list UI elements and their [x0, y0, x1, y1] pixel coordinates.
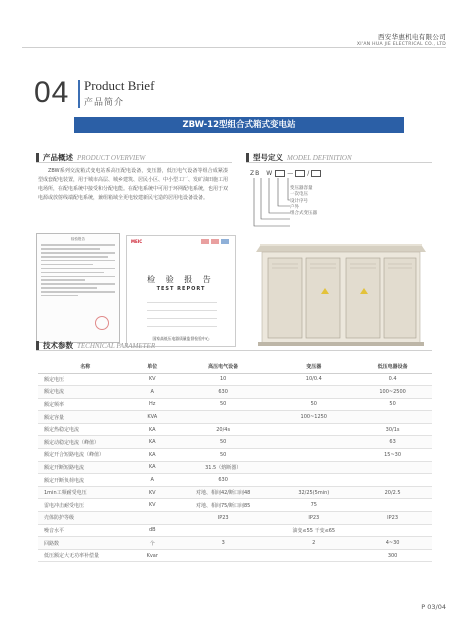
table-header-cell: 单位	[133, 360, 172, 373]
table-header-cell: 低压电器设备	[353, 360, 432, 373]
certification-marks	[201, 239, 229, 244]
param-value-cell: 4~30	[353, 537, 432, 550]
table-row	[38, 499, 432, 512]
model-code-box	[275, 170, 285, 177]
param-value-cell: 50	[172, 436, 274, 449]
heading-bar	[246, 153, 249, 162]
param-value-cell: 油变≤55 干变≤65	[274, 524, 353, 537]
model-label: 设计序号	[290, 198, 308, 204]
param-value-cell: 10	[172, 373, 274, 386]
overview-title-cn: 产品概述	[43, 153, 73, 162]
text-line	[41, 291, 115, 293]
param-value-cell: 20/4s	[172, 423, 274, 436]
param-name-cell: 壳体防护等级	[38, 512, 133, 525]
param-value-cell	[274, 461, 353, 474]
param-name-cell: 回路数	[38, 537, 133, 550]
model-title-en: MODEL DEFINITION	[287, 153, 352, 162]
param-name-cell: 额定热稳定电流	[38, 423, 133, 436]
table-row	[38, 461, 432, 474]
param-value-cell: KV	[133, 499, 172, 512]
report-logo: MEIC	[131, 239, 143, 244]
report-title-cn: 检 验 报 告	[147, 275, 215, 284]
param-value-cell: dB	[133, 524, 172, 537]
text-line	[41, 295, 78, 297]
param-value-cell	[353, 524, 432, 537]
param-name-cell: 低压额定大无功率补偿量	[38, 549, 133, 562]
text-line	[41, 248, 100, 250]
text-line	[41, 260, 115, 262]
param-value-cell	[274, 449, 353, 462]
table-row	[38, 524, 432, 537]
section-title-en: Product Brief	[84, 78, 155, 93]
param-value-cell: 50	[274, 398, 353, 411]
params-rule	[36, 350, 432, 351]
param-value-cell: KV	[133, 486, 172, 499]
table-row	[38, 436, 432, 449]
params-title-en: TECHNICAL PARAMETER	[77, 341, 156, 350]
params-title-cn: 技术参数	[43, 341, 73, 350]
param-value-cell: A	[133, 474, 172, 487]
param-name-cell: 额定频率	[38, 398, 133, 411]
table-row	[38, 549, 432, 562]
table-header-cell: 名称	[38, 360, 133, 373]
text-line	[41, 252, 115, 254]
report-title-en: TEST REPORT	[156, 286, 206, 292]
table-row	[38, 398, 432, 411]
table-row	[38, 474, 432, 487]
page-number: P 03/04	[421, 603, 446, 611]
table-row	[38, 411, 432, 424]
param-value-cell	[172, 411, 274, 424]
cma-mark-icon	[201, 239, 209, 244]
param-value-cell: KA	[133, 461, 172, 474]
param-value-cell: 50	[172, 449, 274, 462]
param-value-cell: 75	[274, 499, 353, 512]
model-code-box	[311, 170, 321, 177]
param-value-cell: KV	[133, 373, 172, 386]
heading-bar	[36, 153, 39, 162]
param-value-cell: Hz	[133, 398, 172, 411]
param-value-cell	[133, 512, 172, 525]
section-title-cn: 产品简介	[84, 98, 125, 108]
param-name-cell: 额定开断短路电流	[38, 461, 133, 474]
product-banner: ZBW-12型组合式箱式变电站	[74, 117, 404, 133]
param-value-cell	[353, 411, 432, 424]
param-value-cell: 10/0.4	[274, 373, 353, 386]
model-label: 一次电压	[290, 192, 308, 198]
table-row	[38, 449, 432, 462]
text-line	[41, 264, 93, 266]
test-report-image	[126, 235, 236, 347]
param-value-cell: 2	[274, 537, 353, 550]
table-row	[38, 537, 432, 550]
param-value-cell: 630	[172, 474, 274, 487]
text-line	[41, 276, 115, 278]
report-footer: 国家高低压电器质量监督检验中心	[152, 336, 210, 341]
param-value-cell: 对地、相间75/断口间85	[172, 499, 274, 512]
model-title-cn: 型号定义	[253, 153, 283, 162]
model-code	[250, 170, 322, 177]
param-name-cell: 额定容量	[38, 411, 133, 424]
table-row	[38, 486, 432, 499]
model-code-w: W	[266, 170, 273, 177]
param-value-cell	[353, 474, 432, 487]
param-value-cell	[353, 461, 432, 474]
param-value-cell: 300	[353, 549, 432, 562]
param-value-cell: 15~30	[353, 449, 432, 462]
model-label: 变压器容量	[290, 186, 313, 191]
model-labels	[290, 186, 317, 217]
param-name-cell: 额定电流	[38, 386, 133, 399]
cal-mark-icon	[211, 239, 219, 244]
param-value-cell	[172, 549, 274, 562]
text-line	[41, 272, 104, 274]
param-value-cell: 100~1250	[274, 411, 353, 424]
certificate-heading: 检验报告	[71, 237, 85, 241]
table-row	[38, 373, 432, 386]
model-code-box	[295, 170, 305, 177]
text-line	[41, 244, 115, 246]
param-value-cell	[274, 474, 353, 487]
overview-rule	[36, 162, 232, 163]
param-value-cell: A	[133, 386, 172, 399]
cnas-mark-icon	[221, 239, 229, 244]
model-rule	[246, 162, 432, 163]
text-line	[41, 256, 108, 258]
model-code-dash: —	[287, 170, 294, 177]
param-name-cell: 额定电压	[38, 373, 133, 386]
param-value-cell: 63	[353, 436, 432, 449]
param-name-cell: 额定动稳定电流（峰值）	[38, 436, 133, 449]
param-value-cell	[172, 524, 274, 537]
param-value-cell: KA	[133, 436, 172, 449]
param-name-cell: 额定开断负荷电流	[38, 474, 133, 487]
model-code-z: Z	[250, 170, 255, 177]
text-line	[41, 279, 85, 281]
heading-bar	[36, 341, 39, 350]
report-field-line	[147, 310, 217, 311]
company-header	[357, 32, 446, 47]
report-field-line	[147, 302, 217, 303]
header-divider	[22, 47, 446, 48]
stamp-seal	[95, 316, 109, 330]
param-value-cell: 50	[353, 398, 432, 411]
report-field-line	[147, 326, 217, 327]
model-code-b: B	[255, 170, 260, 177]
company-name-cn: 西安华惠机电有限公司	[378, 33, 446, 41]
param-value-cell: KA	[133, 449, 172, 462]
param-value-cell: 32/25(5min)	[274, 486, 353, 499]
report-field-line	[147, 318, 217, 319]
section-title-divider	[78, 80, 80, 108]
overview-text: ZBW系列交流箱式变电站系高压配电设备，变压器，低压电气设备等组合成紧凑型成套配电装置，用于城市高层、城乡建筑、居民小区、中小型工厂、发矿油田施工用电场所，在配电系统中接受和分配电能。在配电系统中可用于环网配电系统，也用于双电源或放射线端配电系统，兼组箱域全更电较建新民宅造的居用电设备设备。	[38, 168, 229, 201]
param-value-cell: IP23	[274, 512, 353, 525]
substation-product-image	[246, 238, 432, 350]
param-value-cell	[274, 386, 353, 399]
param-value-cell: 0.4	[353, 373, 432, 386]
param-value-cell: 50	[172, 398, 274, 411]
param-value-cell: IP23	[172, 512, 274, 525]
params-table	[38, 360, 432, 562]
model-label: 组合式变压器	[290, 211, 317, 217]
model-label: 户外	[290, 204, 299, 210]
param-value-cell: 100~2500	[353, 386, 432, 399]
param-value-cell	[274, 549, 353, 562]
param-value-cell: 31.5（熔断器）	[172, 461, 274, 474]
params-table-body	[38, 373, 432, 562]
param-value-cell: IP23	[353, 512, 432, 525]
param-value-cell: Kvar	[133, 549, 172, 562]
param-value-cell: 个	[133, 537, 172, 550]
param-name-cell: 噪音水平	[38, 524, 133, 537]
section-number: 04	[34, 76, 70, 109]
text-line	[41, 268, 115, 270]
table-header-cell: 高压电气设备	[172, 360, 274, 373]
param-name-cell: 额定开合短路电流（峰值）	[38, 449, 133, 462]
param-value-cell: KA	[133, 423, 172, 436]
table-row	[38, 512, 432, 525]
param-value-cell: 3	[172, 537, 274, 550]
table-row	[38, 386, 432, 399]
param-value-cell: 630	[172, 386, 274, 399]
param-value-cell	[274, 436, 353, 449]
param-name-cell: 雷电冲击耐受电压	[38, 499, 133, 512]
model-code-slash: /	[307, 170, 310, 177]
param-value-cell: 对地、相间42/断口间48	[172, 486, 274, 499]
param-value-cell: 30/1s	[353, 423, 432, 436]
overview-title-en: PRODUCT OVERVIEW	[77, 153, 146, 162]
table-header-row	[38, 360, 432, 373]
text-line	[41, 287, 97, 289]
param-name-cell: 1min工频耐受电压	[38, 486, 133, 499]
param-value-cell: 20/2.5	[353, 486, 432, 499]
param-value-cell	[274, 423, 353, 436]
table-header-cell: 变压器	[274, 360, 353, 373]
table-row	[38, 423, 432, 436]
param-value-cell: KVA	[133, 411, 172, 424]
text-line	[41, 283, 115, 285]
param-value-cell	[353, 499, 432, 512]
company-name-en: XI'AN HUA JIE ELECTRICAL CO., LTD	[356, 42, 446, 47]
certificate-image	[36, 233, 120, 343]
